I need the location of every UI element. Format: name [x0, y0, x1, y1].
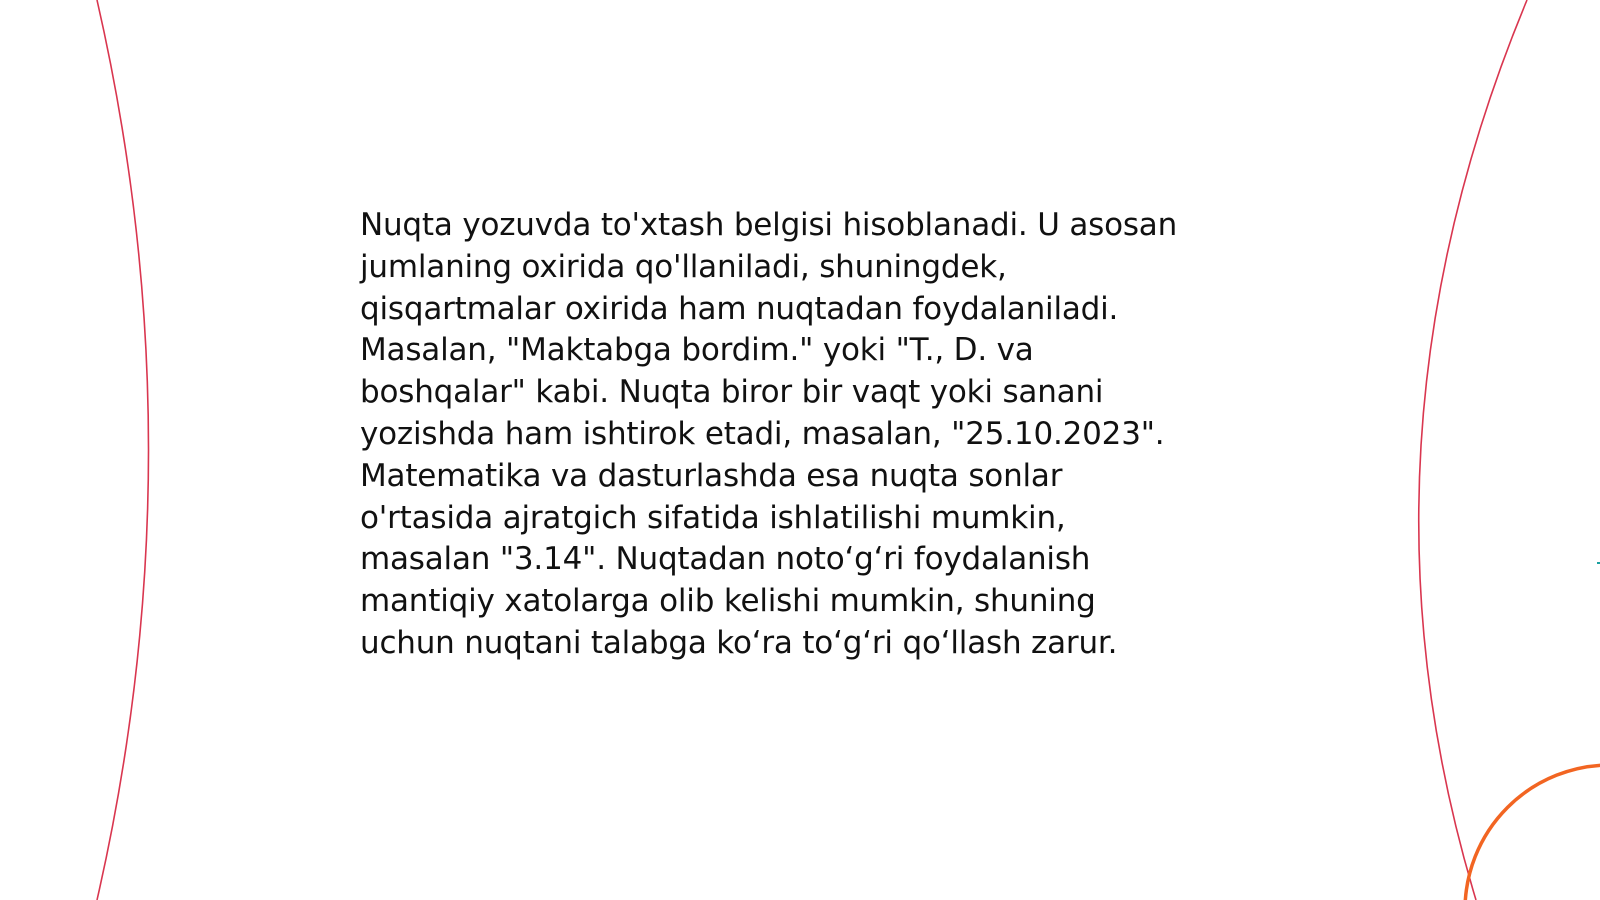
- left-curve: [97, 0, 149, 900]
- slide-body-text: Nuqta yozuvda to'xtash belgisi hisoblanadi. U asosan jumlaning oxirida qo'llaniladi, shuningdek, qisqartmalar oxirida ham nuqtadan foydalaniladi. Masalan, "Maktabga bordim." yoki "T., D. va boshqalar" kabi. Nuqta biror bir vaqt yoki sanani yozishda ham ishtirok etadi, masalan, "25.10.2023". Matematika va dasturlashda esa nuqta sonlar o'rtasida ajratgich sifatida ishlatilishi mumkin, masalan "3.14". Nuqtadan noto‘g‘ri foydalanish mantiqiy xatolarga olib kelishi mumkin, shuning uchun nuqtani talabga ko‘ra to‘g‘ri qo‘llash zarur.: [360, 207, 1178, 661]
- right-curve: [1419, 0, 1527, 900]
- orange-circle: [1465, 765, 1600, 900]
